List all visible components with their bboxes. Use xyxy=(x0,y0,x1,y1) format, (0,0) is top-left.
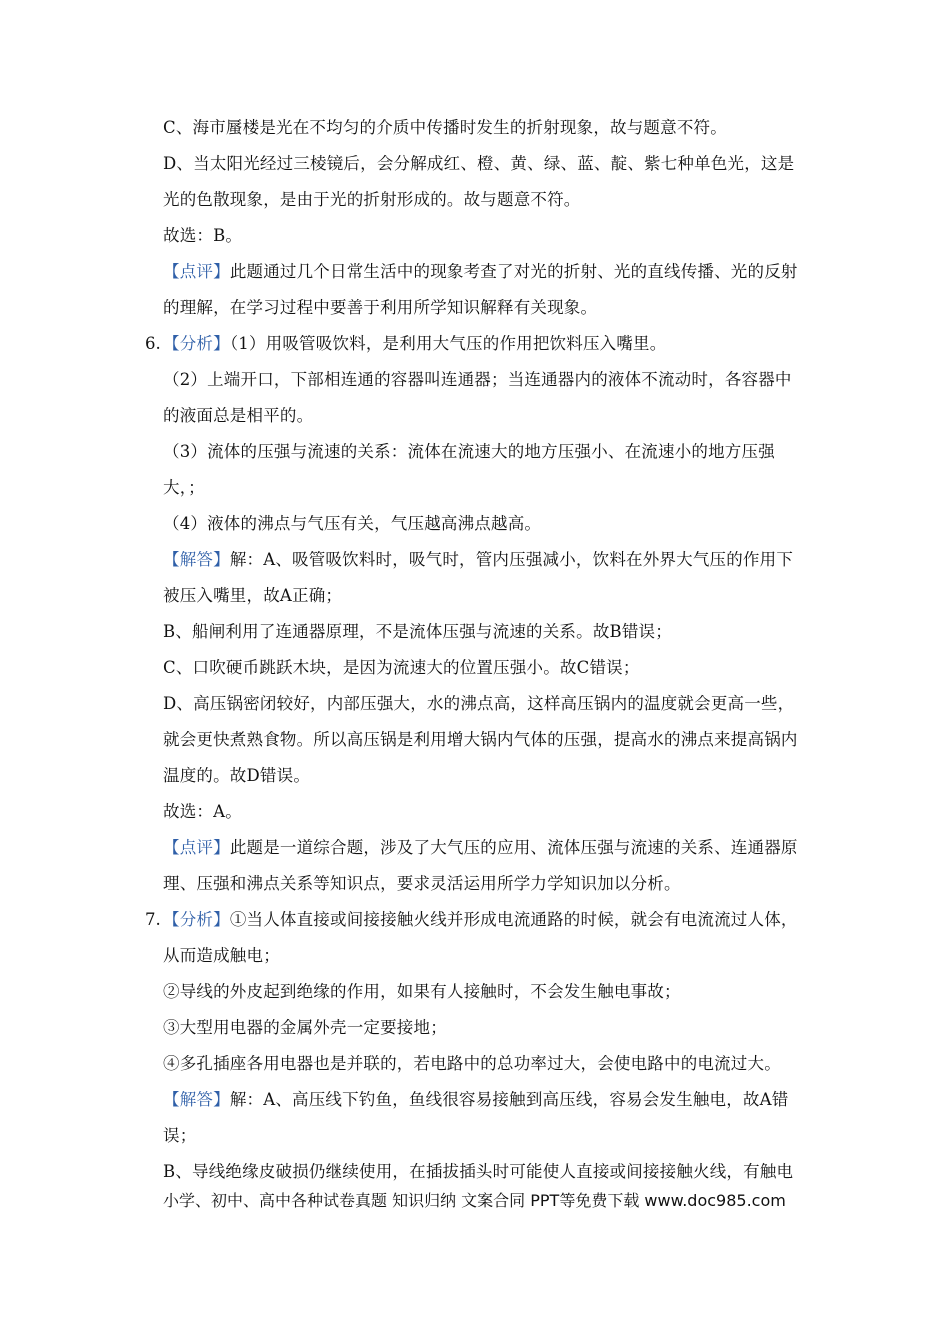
question-number-7: 7. xyxy=(145,910,161,929)
q6-answer-line4b: 就会更快煮熟食物。所以高压锅是利用增大锅内气体的压强，提高水的沸点来提高锅内 xyxy=(163,730,798,749)
comment-tag: 【点评】 xyxy=(163,838,230,857)
q5-option-d-line2: 光的色散现象，是由于光的折射形成的。故与题意不符。 xyxy=(163,190,581,209)
q6-comment-line1: 【点评】此题是一道综合题，涉及了大气压的应用、流体压强与流速的关系、连通器原 xyxy=(163,838,798,857)
q7-analysis-line1: 【分析】①当人体直接或间接接触火线并形成电流通路的时候，就会有电流流过人体， xyxy=(163,910,798,929)
q7-analysis-line4: ④多孔插座各用电器也是并联的，若电路中的总功率过大，会使电路中的电流过大。 xyxy=(163,1054,781,1073)
q6-answer-line1b: 被压入嘴里，故A正确； xyxy=(163,586,343,605)
question-number-6: 6. xyxy=(145,334,161,353)
q5-choice: 故选：B。 xyxy=(163,226,243,245)
q7-answer-line2: B、导线绝缘皮破损仍继续使用，在插拔插头时可能使人直接或间接接触火线，有触电 xyxy=(163,1162,794,1181)
q6-answer-line1: 【解答】解：A、吸管吸饮料时，吸气时，管内压强减小，饮料在外界大气压的作用下 xyxy=(163,550,794,569)
answer-tag: 【解答】 xyxy=(163,1090,230,1109)
q6-analysis-line2: （2）上端开口，下部相连通的容器叫连通器；当连通器内的液体不流动时，各容器中 xyxy=(163,370,792,389)
q5-option-c: C、海市蜃楼是光在不均匀的介质中传播时发生的折射现象，故与题意不符。 xyxy=(163,118,727,137)
q6-analysis-line3: （3）流体的压强与流速的关系：流体在流速大的地方压强小、在流速小的地方压强 xyxy=(163,442,775,461)
q5-comment-line1: 【点评】此题通过几个日常生活中的现象考查了对光的折射、光的直线传播、光的反射 xyxy=(163,262,798,281)
q5-option-d-line1: D、当太阳光经过三棱镜后，会分解成红、橙、黄、绿、蓝、靛、紫七种单色光，这是 xyxy=(163,154,795,173)
q6-choice: 故选：A。 xyxy=(163,802,242,821)
q6-answer-line2: B、船闸利用了连通器原理，不是流体压强与流速的关系。故B错误； xyxy=(163,622,672,641)
q6-analysis-line4: （4）液体的沸点与气压有关，气压越高沸点越高。 xyxy=(163,514,542,533)
q5-comment-line2: 的理解，在学习过程中要善于利用所学知识解释有关现象。 xyxy=(163,298,598,317)
q7-analysis-line2: ②导线的外皮起到绝缘的作用，如果有人接触时，不会发生触电事故； xyxy=(163,982,681,1001)
comment-tag: 【点评】 xyxy=(163,262,230,281)
q6-analysis-line3b: 大，； xyxy=(163,478,205,497)
page-footer: 小学、初中、高中各种试卷真题 知识归纳 文案合同 PPT等免费下载 www.doc985.com xyxy=(163,1191,786,1210)
q7-analysis-line3: ③大型用电器的金属外壳一定要接地； xyxy=(163,1018,447,1037)
q6-comment-line2: 理、压强和沸点关系等知识点，要求灵活运用所学力学知识加以分析。 xyxy=(163,874,681,893)
q6-analysis-line2b: 的液面总是相平的。 xyxy=(163,406,314,425)
answer-tag: 【解答】 xyxy=(163,550,230,569)
q6-answer-line4c: 温度的。故D错误。 xyxy=(163,766,311,785)
analysis-tag: 【分析】 xyxy=(163,910,230,929)
q7-answer-line1b: 误； xyxy=(163,1126,197,1145)
q6-answer-line4: D、高压锅密闭较好，内部压强大，水的沸点高，这样高压锅内的温度就会更高一些， xyxy=(163,694,795,713)
analysis-tag: 【分析】 xyxy=(163,334,230,353)
q7-answer-line1: 【解答】解：A、高压线下钓鱼，鱼线很容易接触到高压线，容易会发生触电，故A错 xyxy=(163,1090,789,1109)
q6-analysis-line1: 【分析】（1）用吸管吸饮料，是利用大气压的作用把饮料压入嘴里。 xyxy=(163,334,667,353)
q6-answer-line3: C、口吹硬币跳跃木块，是因为流速大的位置压强小。故C错误； xyxy=(163,658,640,677)
q7-analysis-line1b: 从而造成触电； xyxy=(163,946,280,965)
